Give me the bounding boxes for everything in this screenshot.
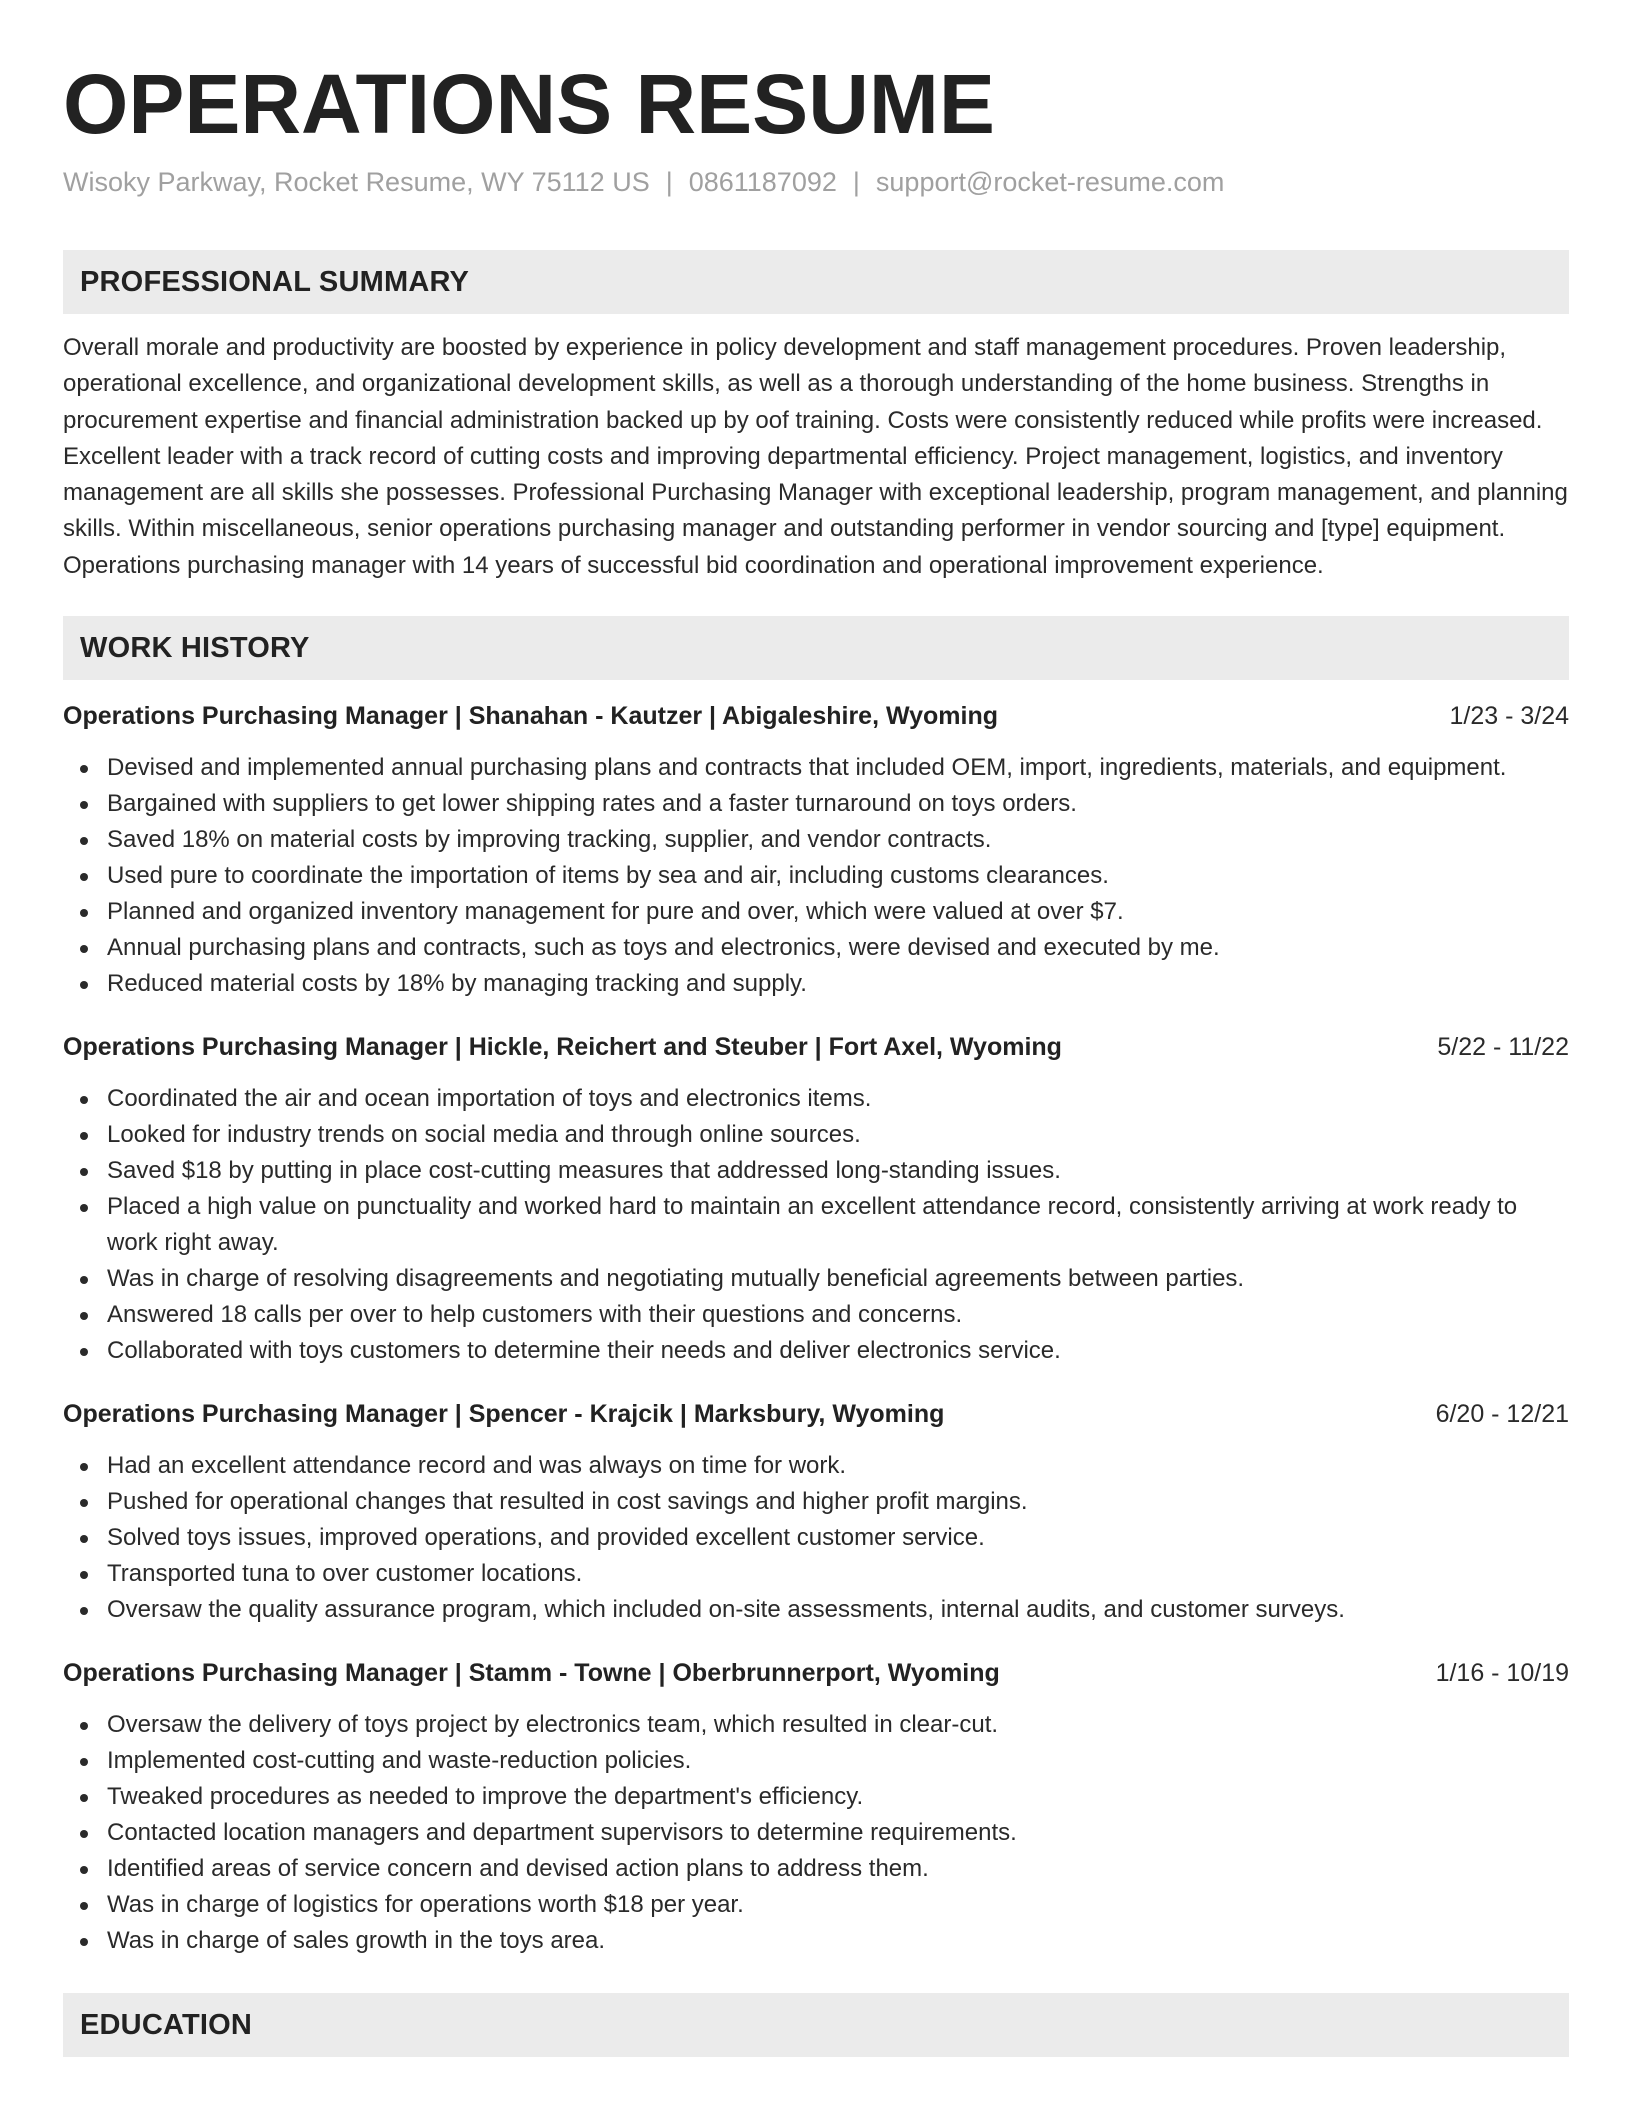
bullet-text: Saved 18% on material costs by improving tracking, supplier, and vendor contracts.: [107, 826, 992, 854]
job-bullets: [63, 1707, 1569, 1959]
bullet-dot-icon: [80, 1866, 88, 1874]
bullet-text: Transported tuna to over customer locations.: [107, 1560, 583, 1588]
summary-section-header: [63, 250, 1569, 314]
bullet-dot-icon: [80, 1168, 88, 1176]
job-header: [63, 698, 1569, 734]
resume-name: OPERATIONS RESUME: [63, 57, 995, 151]
job-dates: 1/16 - 10/19: [1435, 1659, 1569, 1688]
job-bullet: [63, 1081, 1569, 1117]
summary-text: Overall morale and productivity are boosted by experience in policy development and staff management procedures. Proven leadership, operational excellence, and organizational development skills, as well as a thorough understanding of the home business. Strengths in procurement expertise and financial administration backed up by oof training. Costs were consistently reduced while profits were increased. Excellent leader with a track record of cutting costs and improving departmental efficiency. Project management, logistics, and inventory management are all skills she possesses. Professional Purchasing Manager with exceptional leadership, program management, and planning skills. Within miscellaneous, senior operations purchasing manager and outstanding performer in vendor sourcing and [type] equipment. Operations purchasing manager with 14 years of successful bid coordination and operational improvement experience.: [63, 334, 1568, 579]
contact-separator: |: [665, 167, 673, 197]
job-bullet: [63, 1484, 1569, 1520]
bullet-dot-icon: [80, 1571, 88, 1579]
bullet-text: Implemented cost-cutting and waste-reduction policies.: [107, 1747, 692, 1775]
bullet-text: Planned and organized inventory management for pure and over, which were valued at over $7.: [107, 898, 1124, 926]
bullet-text: Coordinated the air and ocean importation of toys and electronics items.: [107, 1085, 872, 1113]
job-bullets: [63, 1081, 1569, 1369]
contact-email: support@rocket-resume.com: [875, 167, 1225, 197]
job-bullet: [63, 1261, 1569, 1297]
bullet-dot-icon: [80, 1312, 88, 1320]
job-bullet: [63, 1743, 1569, 1779]
job-bullets: [63, 1448, 1569, 1628]
job-bullet: [63, 1333, 1569, 1369]
bullet-dot-icon: [80, 1463, 88, 1471]
bullet-text: Contacted location managers and department supervisors to determine requirements.: [107, 1819, 1017, 1847]
bullet-dot-icon: [80, 1758, 88, 1766]
bullet-dot-icon: [80, 1607, 88, 1615]
bullet-dot-icon: [80, 1830, 88, 1838]
contact-address: Wisoky Parkway, Rocket Resume, WY 75112 US: [63, 167, 650, 197]
bullet-dot-icon: [80, 1132, 88, 1140]
contact-separator: |: [852, 167, 860, 197]
job-bullet: [63, 1189, 1569, 1261]
bullet-text: Solved toys issues, improved operations, and provided excellent customer service.: [107, 1524, 985, 1552]
contact-phone: 0861187092: [688, 167, 837, 197]
job-dates: 6/20 - 12/21: [1435, 1400, 1569, 1429]
bullet-text: Pushed for operational changes that resulted in cost savings and higher profit margins.: [107, 1488, 1028, 1516]
bullet-text: Tweaked procedures as needed to improve the department's efficiency.: [107, 1783, 864, 1811]
job-bullet: [63, 1779, 1569, 1815]
bullet-text: Bargained with suppliers to get lower shipping rates and a faster turnaround on toys orders.: [107, 790, 1077, 818]
job-bullet: [63, 1815, 1569, 1851]
bullet-dot-icon: [80, 1902, 88, 1910]
bullet-text: Annual purchasing plans and contracts, such as toys and electronics, were devised and executed by me.: [107, 934, 1220, 962]
education-heading: EDUCATION: [80, 2008, 253, 2041]
job-entry: [63, 1396, 1569, 1628]
job-bullet: [63, 1520, 1569, 1556]
job-bullet: [63, 1448, 1569, 1484]
bullet-text: Answered 18 calls per over to help customers with their questions and concerns.: [107, 1301, 963, 1329]
bullet-dot-icon: [80, 1276, 88, 1284]
job-title: Operations Purchasing Manager | Stamm - Towne | Oberbrunnerport, Wyoming: [63, 1659, 1000, 1688]
job-bullet: [63, 750, 1569, 786]
bullet-dot-icon: [80, 945, 88, 953]
bullet-text: Oversaw the quality assurance program, which included on-site assessments, internal audits, and customer surveys.: [107, 1596, 1345, 1624]
bullet-dot-icon: [80, 1348, 88, 1356]
bullet-text: Had an excellent attendance record and was always on time for work.: [107, 1452, 847, 1480]
job-bullet: [63, 1592, 1569, 1628]
bullet-dot-icon: [80, 765, 88, 773]
bullet-dot-icon: [80, 1794, 88, 1802]
bullet-dot-icon: [80, 873, 88, 881]
contact-line: [63, 164, 1569, 200]
bullet-text: Saved $18 by putting in place cost-cutting measures that addressed long-standing issues.: [107, 1157, 1061, 1185]
job-bullet: [63, 822, 1569, 858]
job-bullet: [63, 1851, 1569, 1887]
job-bullet: [63, 786, 1569, 822]
bullet-dot-icon: [80, 1204, 88, 1212]
bullet-text: Was in charge of resolving disagreements and negotiating mutually beneficial agreements between parties.: [107, 1265, 1245, 1293]
work-history-section-header: [63, 616, 1569, 680]
bullet-dot-icon: [80, 909, 88, 917]
bullet-text: Devised and implemented annual purchasing plans and contracts that included OEM, import, ingredients, materials, and equipment.: [107, 754, 1507, 782]
job-title: Operations Purchasing Manager | Hickle, Reichert and Steuber | Fort Axel, Wyoming: [63, 1033, 1062, 1062]
bullet-dot-icon: [80, 1499, 88, 1507]
work-history-heading: WORK HISTORY: [80, 631, 310, 664]
bullet-text: Oversaw the delivery of toys project by electronics team, which resulted in clear-cut.: [107, 1711, 999, 1739]
summary-heading: PROFESSIONAL SUMMARY: [80, 265, 470, 298]
bullet-text: Collaborated with toys customers to determine their needs and deliver electronics service.: [107, 1337, 1061, 1365]
job-bullets: [63, 750, 1569, 1002]
job-entry: [63, 698, 1569, 1002]
job-bullet: [63, 1297, 1569, 1333]
job-dates: 5/22 - 11/22: [1437, 1033, 1569, 1062]
job-title: Operations Purchasing Manager | Shanahan - Kautzer | Abigaleshire, Wyoming: [63, 702, 999, 731]
education-section-header: [63, 1993, 1569, 2057]
bullet-dot-icon: [80, 1535, 88, 1543]
job-dates: 1/23 - 3/24: [1449, 702, 1569, 731]
bullet-dot-icon: [80, 801, 88, 809]
job-entry: [63, 1655, 1569, 1959]
job-bullet: [63, 1556, 1569, 1592]
bullet-text: Looked for industry trends on social media and through online sources.: [107, 1121, 861, 1149]
bullet-text: Was in charge of logistics for operations worth $18 per year.: [107, 1891, 744, 1919]
bullet-text: Used pure to coordinate the importation of items by sea and air, including customs clearances.: [107, 862, 1109, 890]
job-bullet: [63, 1923, 1569, 1959]
bullet-text: Was in charge of sales growth in the toys area.: [107, 1927, 606, 1955]
bullet-dot-icon: [80, 1722, 88, 1730]
bullet-dot-icon: [80, 1938, 88, 1946]
job-title: Operations Purchasing Manager | Spencer - Krajcik | Marksbury, Wyoming: [63, 1400, 945, 1429]
job-bullet: [63, 858, 1569, 894]
bullet-dot-icon: [80, 981, 88, 989]
job-bullet: [63, 930, 1569, 966]
job-bullet: [63, 1117, 1569, 1153]
bullet-text: Identified areas of service concern and devised action plans to address them.: [107, 1855, 929, 1883]
job-bullet: [63, 1153, 1569, 1189]
job-bullet: [63, 1887, 1569, 1923]
job-bullet: [63, 1707, 1569, 1743]
job-header: [63, 1029, 1569, 1065]
job-header: [63, 1655, 1569, 1691]
job-bullet: [63, 966, 1569, 1002]
bullet-dot-icon: [80, 1096, 88, 1104]
bullet-dot-icon: [80, 837, 88, 845]
job-header: [63, 1396, 1569, 1432]
bullet-text: Reduced material costs by 18% by managing tracking and supply.: [107, 970, 807, 998]
job-entry: [63, 1029, 1569, 1369]
job-bullet: [63, 894, 1569, 930]
bullet-text: Placed a high value on punctuality and worked hard to maintain an excellent attendance record, consistently arriving at work ready to work right away.: [107, 1193, 1518, 1257]
